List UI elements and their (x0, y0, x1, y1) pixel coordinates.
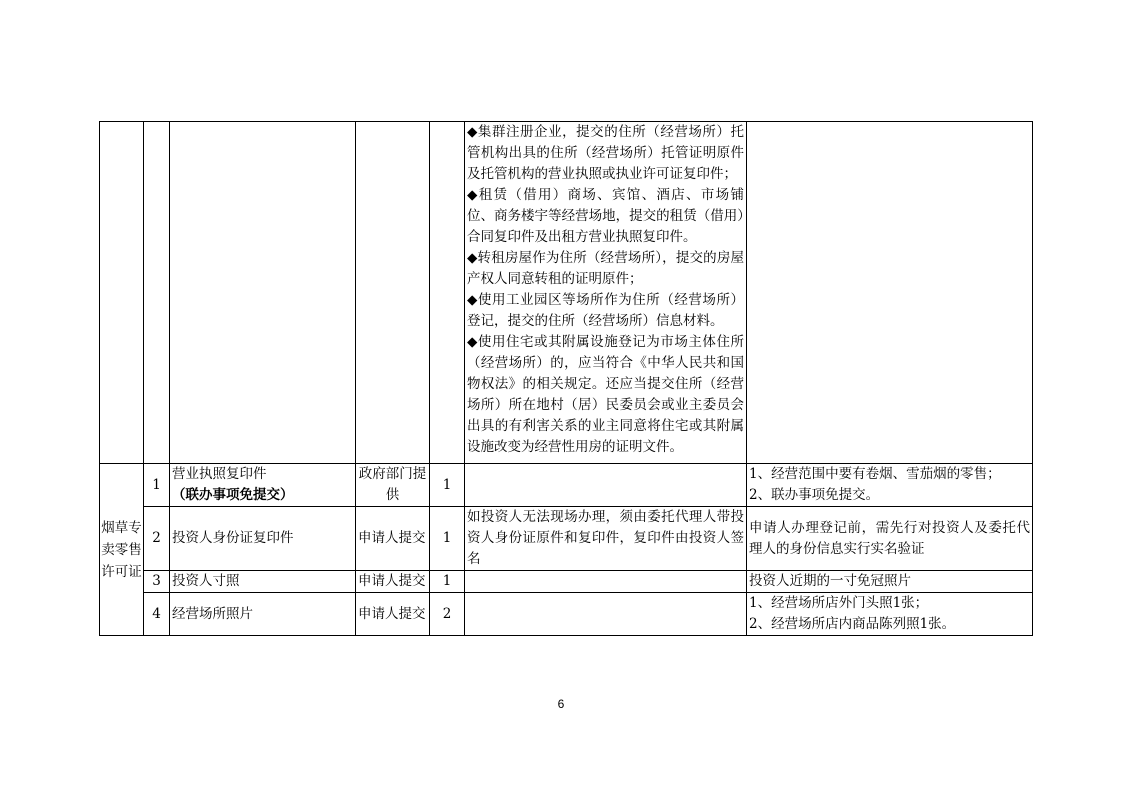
source-cell-empty (356, 122, 430, 464)
material-name: 经营场所照片 (170, 593, 356, 636)
table-row (100, 464, 1033, 507)
material-source: 申请人提交 (356, 507, 430, 571)
address-requirement-bullet: ◆使用工业园区等场所作为住所（经营场所）登记，提交的住所（经营场所）信息材料。 (467, 292, 744, 329)
address-requirements-cell (465, 122, 747, 464)
address-requirement-bullet: ◆集群注册企业，提交的住所（经营场所）托管机构出具的住所（经营场所）托管证明原件及托管机构的营业执照或执业许可证复印件； (467, 124, 744, 182)
material-remarks: 1、经营场所店外门头照1张； 2、经营场所店内商品陈列照1张。 (747, 593, 1033, 636)
no-cell-empty (144, 122, 170, 464)
material-source: 政府部门提供 (356, 464, 430, 507)
material-copies: 1 (430, 464, 465, 507)
material-name: 营业执照复印件 （联办事项免提交） (170, 464, 356, 507)
address-requirement-bullet: ◆转租房屋作为住所（经营场所），提交的房屋产权人同意转租的证明原件； (467, 250, 744, 287)
material-name: 投资人身份证复印件 (170, 507, 356, 571)
material-remarks: 申请人办理登记前，需先行对投资人及委托代理人的身份信息实行实名验证 (747, 507, 1033, 571)
remarks-cell-empty (747, 122, 1033, 464)
address-requirement-bullet: ◆使用住宅或其附属设施登记为市场主体住所（经营场所）的，应当符合《中华人民共和国物权法》的相关规定。还应当提交住所（经营场所）所在地村（居）民委员会或业主委员会出具的有利害关系的业主同意将住宅或其附属设施改变为经营性用房的证明文件。 (467, 334, 744, 455)
material-source: 申请人提交 (356, 593, 430, 636)
material-copies: 1 (430, 507, 465, 571)
material-copies: 1 (430, 571, 465, 593)
row-number: 2 (144, 507, 170, 571)
continuation-row (100, 122, 1033, 464)
copies-cell-empty (430, 122, 465, 464)
row-number: 4 (144, 593, 170, 636)
group-cell-empty (100, 122, 144, 464)
material-name: 投资人寸照 (170, 571, 356, 593)
material-copies: 2 (430, 593, 465, 636)
material-remarks: 1、经营范围中要有卷烟、雪茄烟的零售； 2、联办事项免提交。 (747, 464, 1033, 507)
material-requirement (465, 464, 747, 507)
material-remarks: 投资人近期的一寸免冠照片 (747, 571, 1033, 593)
page-number: 6 (557, 697, 565, 711)
material-requirement: 如投资人无法现场办理，须由委托代理人带投资人身份证原件和复印件，复印件由投资人签名 (465, 507, 747, 571)
material-requirement (465, 593, 747, 636)
table-row (100, 571, 1033, 593)
material-note: （联办事项免提交） (172, 487, 294, 503)
row-number: 3 (144, 571, 170, 593)
material-source: 申请人提交 (356, 571, 430, 593)
license-group-name: 烟草专卖零售许可证 (100, 464, 144, 636)
material-cell-empty (170, 122, 356, 464)
row-number: 1 (144, 464, 170, 507)
material-requirement (465, 571, 747, 593)
table-row (100, 507, 1033, 571)
table-row (100, 593, 1033, 636)
address-requirement-bullet: ◆租赁（借用）商场、宾馆、酒店、市场铺位、商务楼宇等经营场地，提交的租赁（借用）合同复印件及出租方营业执照复印件。 (467, 187, 744, 245)
materials-table (99, 121, 1033, 636)
